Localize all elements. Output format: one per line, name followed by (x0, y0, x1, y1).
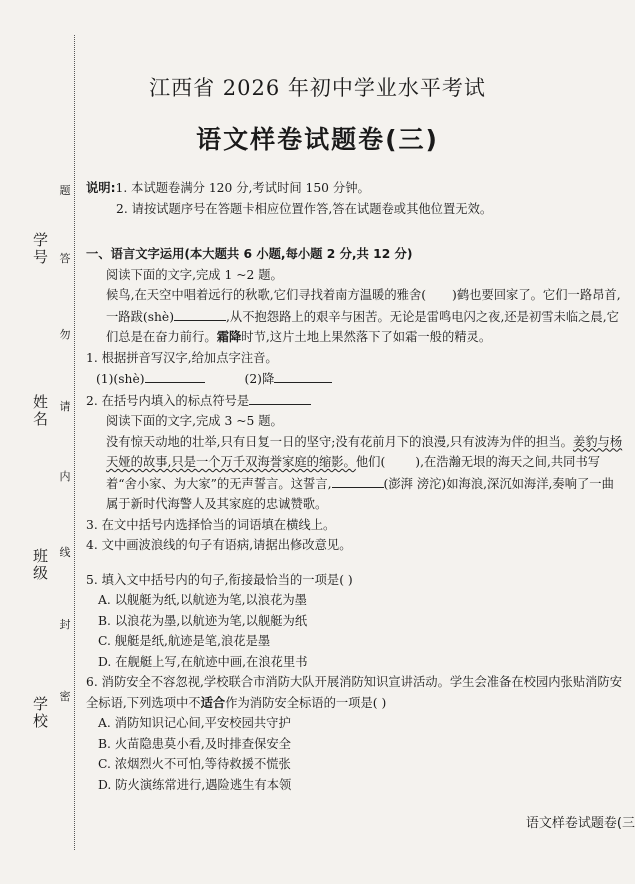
section-heading-note: (本大题共 6 小题,每小题 2 分,共 12 分) (184, 247, 413, 261)
option-d: D. 防火演练常进行,遇险逃生有本领 (98, 777, 292, 792)
option-b: B. 以浪花为墨,以航迹为笔,以舰艇为纸 (98, 613, 308, 628)
instruction-item: 2. 请按试题序号在答题卡相应位置作答,答在试题卷或其他位置无效。 (116, 201, 493, 216)
seal-char: 勿 (59, 328, 71, 341)
seal-char: 密 (59, 690, 71, 703)
footer-page-label: 语文样卷试题卷(三 (525, 816, 635, 831)
option-b: B. 火苗隐患莫小看,及时排查保安全 (98, 736, 291, 751)
passage-2: 没有惊天动地的壮举,只有日复一日的坚守;没有花前月下的浪漫,只有波涛为伴的担当。姜豹与杨天娅的故事,只是一个万千双海誉家庭的缩影。他们( ),在浩瀚无垠的海天之间,共同书写着“舍小家、为大家”的无声誓言。这誓言, (澎湃 滂沱)如海浪,深沉如海洋,奏响了一曲属于新时代海警人及其家庭的忠诚赞歌。 (106, 434, 623, 511)
question-4: 4. 文中画波浪线的句子有语病,请据出修改意见。 (86, 538, 352, 552)
question-1: 1. 根据拼音写汉字,给加点字注音。 (86, 350, 278, 365)
exam-title: 江西省 2026 年初中学业水平考试 (149, 76, 486, 100)
seal-char: 内 (59, 470, 71, 483)
paper-title: 语文样卷试题卷(三) (196, 125, 439, 154)
reading-intro-1: 阅读下面的文字,完成 1 ~2 题。 (106, 267, 283, 282)
student-id-label: 学号 (31, 232, 49, 266)
seal-char: 封 (59, 618, 71, 631)
section-heading: 一、语言文字运用 (86, 247, 185, 261)
class-label: 班级 (31, 548, 49, 582)
name-label: 姓名 (31, 394, 49, 428)
question-2: 2. 在括号内填入的标点符号是 (86, 390, 624, 412)
question-3: 3. 在文中括号内选择恰当的词语填在横线上。 (86, 517, 336, 532)
question-1-parts: (1)(shè) (2)降 (86, 368, 624, 390)
option-c: C. 浓烟烈火不可怕,等待救援不慌张 (98, 757, 291, 771)
school-label: 学校 (31, 696, 49, 730)
option-c: C. 舰艇是纸,航迹是笔,浪花是墨 (98, 634, 271, 648)
instructions (86, 178, 624, 219)
instruction-item: 1. 本试题卷满分 120 分,考试时间 150 分钟。 (115, 181, 370, 195)
section-1 (86, 244, 624, 795)
passage-1: 候鸟,在天空中唱着远行的秋歌,它们寻找着南方温暖的雅舍( )鹤也要回家了。它们一路昂首,一路跋(shè) ,从不抱怨路上的艰辛与困苦。无论是雷鸣电闪之夜,还是初雪未临之晨,它们总是在奋力前行。霜降时节,这片土地上果然落下了如霜一般的精灵。 (106, 288, 621, 344)
option-a: A. 消防知识记心间,平安校园共守护 (98, 716, 291, 730)
seal-char: 答 (59, 252, 71, 265)
seal-char: 线 (59, 546, 71, 559)
question-6: 6. 消防安全不容忽视,学校联合市消防大队开展消防知识宣讲活动。学生会准备在校园内张贴消防安全标语,下列选项中不适合作为消防安全标语的一项是( ) (86, 675, 623, 710)
option-d: D. 在舰艇上写,在航迹中画,在浪花里书 (98, 654, 308, 669)
wavy-sentence: 姜豹与杨天娅的故事,只是一个万千双海誉家庭的缩影。 (106, 434, 623, 469)
instructions-label: 说明: (86, 181, 116, 195)
option-a: A. 以舰艇为纸,以航迹为笔,以浪花为墨 (98, 593, 307, 607)
reading-intro-2: 阅读下面的文字,完成 3 ~5 题。 (106, 414, 283, 428)
question-5: 5. 填入文中括号内的句子,衔接最恰当的一项是( ) (86, 572, 353, 587)
seal-char: 请 (59, 400, 71, 413)
seal-char: 题 (59, 184, 71, 197)
binding-margin-line (74, 35, 75, 850)
